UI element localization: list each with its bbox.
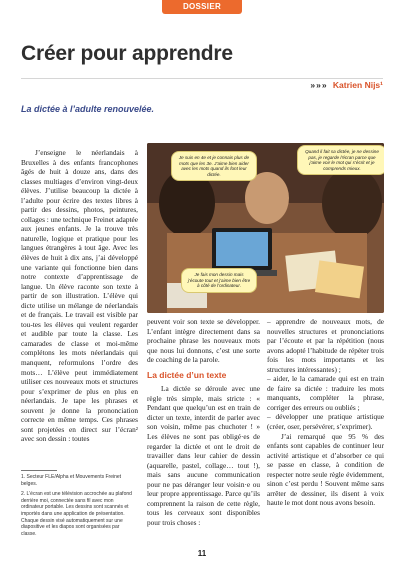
paragraph: J’ai remarqué que 95 % des enfants sont capables de continuer leur activité artistique et d’absorber ce qui se passe en classe, à condition de respecter notre seule règle évidemment, sinon c’est perdu ! Souvent même sans arrêter de dessiner, ils disent à voix haute le mot dont nous avons besoin.: [267, 431, 384, 508]
author-name: Katrien Nijs¹: [332, 80, 383, 90]
speech-bubble-right: Quand il fait sa dictée, je ne dessine pas, je regarde l’écran parce que j’aime voir le mot qui s’écrit et je comprends mieux.: [297, 145, 384, 175]
footnote-divider: [21, 470, 57, 471]
section-heading: La dictée d’un texte: [147, 369, 227, 380]
title-divider: [21, 78, 383, 79]
page-number: 11: [197, 549, 207, 558]
footnote-1: 1. Secteur FLE/Alpha et Mouvements Freinet belges.: [21, 474, 122, 487]
footnote-2: 2. L’écran est une télévision accrochée au plafond derrière moi, connectée sans fil avec mon ordinateur portable. Les dessins sont scannés et importés dans une application de présentation. Chaque dessin visé automatiquement sur une diapositive et les diapos sont organisées par classe.: [21, 491, 132, 537]
list-item: – développer une pratique artistique (créer, oser, persévérer, s’exprimer).: [267, 412, 384, 432]
column-left: [21, 148, 138, 444]
section-tab: DOSSIER: [162, 0, 242, 14]
footnotes: [21, 470, 136, 541]
speech-bubble-bottom: Je fais mon dessin mais j’écoute tout et j’aime bien être à côté de l’ordinateur.: [181, 268, 257, 293]
paragraph: La dictée se déroule avec une règle très simple, mais stricte : « Pendant que quelqu’un est en train de dicter un texte, interdit de parler avec son voisin, même pas chuchoter ! » Les élèves ne sont pas obligé·es de regarder la dictée et ont le droit de travailler dans leur cahier de dessin (aquarelle, pastel, collage… tout !), mais sans aucune communication pour ne pas déranger leur voisin·e ou leur propre apprentissage. Parce qu’ils comprennent la raison de cette règle, tous les cerveaux sont disponibles pour trois choses :: [147, 384, 260, 527]
byline-arrows: »»»: [310, 80, 328, 90]
column-middle: [147, 317, 260, 527]
article-title: Créer pour apprendre: [21, 42, 233, 65]
speech-bubble-left: Je suis en 4e et je connais plus de mots que les 3e. J’aime bien aider avec les mots quand ils font leur dictée.: [171, 151, 257, 181]
byline: [310, 80, 383, 90]
list-item: – aider, le la camarade qui est en train de faire sa dictée : traduire les mots manquants, compléter la phrase, corriger des erreurs ou oubliés ;: [267, 374, 384, 412]
paragraph: peuvent voir son texte se développer. L’enfant intègre directement dans sa prochaine phrase les nouveaux mots que nous lui donnons, c’est une sorte de coaching de la parole.: [147, 317, 260, 365]
column-right: [267, 317, 384, 508]
list-item: – apprendre de nouveaux mots, de nouvelles structures et prononciations par l’écoute et par la répétition (nous avons adopté l’habitude de répéter trois fois les mots importants et les structures intéressantes) ;: [267, 317, 384, 374]
article-subtitle: La dictée à l’adulte renouvelée.: [21, 104, 155, 114]
classroom-photo: [147, 143, 384, 313]
paragraph: J’enseigne le néerlandais à Bruxelles à des enfants francophones âgés de huit à douze ans, dans des classes multiages d’environ vingt-deux élèves. J’utilise beaucoup la dictée à l’adulte pour écrire des textes libres à partir des dessins, photos, peintures, collages : une technique Freinet adaptée aux jeunes enfants. Je la trouve très naturelle, logique et pratique pour les langues étrangères à tout âge. Avec les élèves de huit à dix ans, j’ai développé une variante qui fonctionne bien dans notre contexte d’apprentissage de langue. Un élève raconte son texte à partir de son illustration. L’élève qui dicte utilise un mélange de néerlandais et de français. Le travail est visible par tou-tes les élèves qui veulent regarder et audible par toute la classe. Les camarades de classe et moi-même complétons les mots néerlandais qui manquent, reformulons l’ordre des mots… L’élève peut immédiatement utiliser ces nouveaux mots et structures pour s’exprimer de plus en plus en néerlandais. Je tape les phrases et souvent je donne la prononciation correcte en même temps. Ces phrases sont projetées en direct sur l’écran² avec son dessin : toutes: [21, 148, 138, 444]
